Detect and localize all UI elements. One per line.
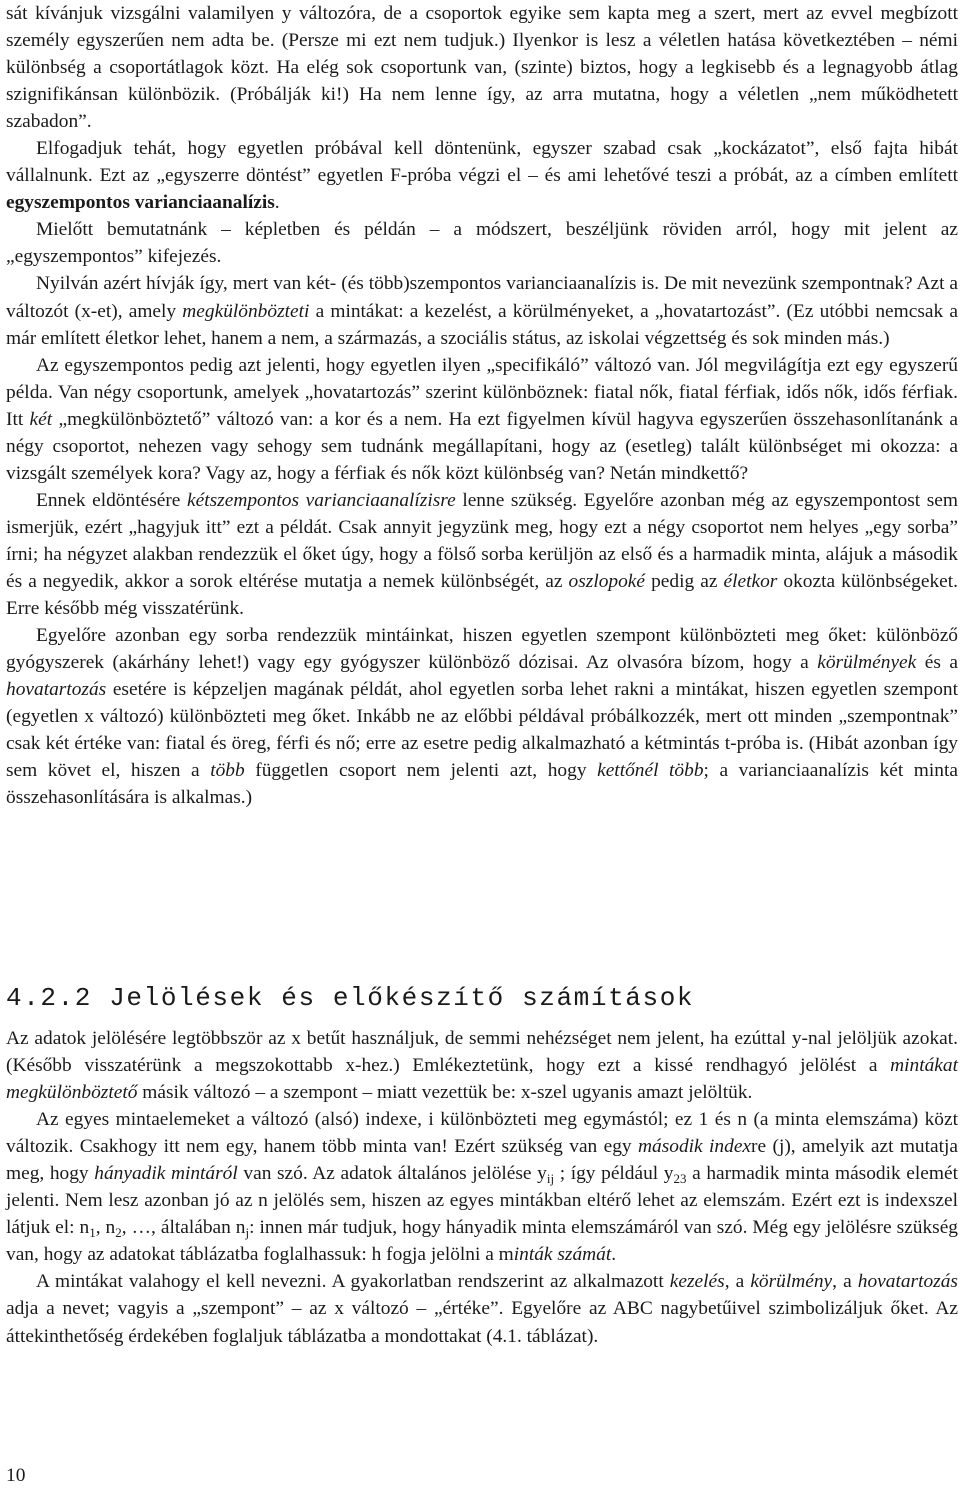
body-text-bottom [6, 1025, 958, 1350]
paragraph: Az egyszempontos pedig azt jelenti, hogy egyetlen ilyen „specifikáló” változó van. Jól megvilágítja ezt egy egyszerű példa. Van négy csoportunk, amelyek „hovatartozás” szerint különböznek: fiatal nők, fiatal férfiak, idős nők, idős férfiak. Itt két „megkülönböztető” változó van: a kor és a nem. Ha ezt figyelmen kívül hagyva egyszerűen összehasonlítanánk a négy csoportot, nehezen vagy sehogy sem tudnánk megállapítani, hogy az (esetleg) talált különbséget mi okozza: a vizsgált személyek kora? Vagy az, hogy a férfiak és nők közt különbség van? Netán mindkettő? [6, 354, 958, 484]
paragraph: A mintákat valahogy el kell nevezni. A gyakorlatban rendszerint az alkalmazott kezelés, a körülmény, a hovatartozás adja a nevet; vagyis a „szempont” ‒ az x változó ‒ „értéke”. Egyelőre az ABC nagybetűivel szimbolizáljuk őket. Az áttekinthetőség érdekében foglaljuk táblázatba a mondottakat (4.1. táblázat). [6, 1271, 958, 1347]
body-text-top [6, 0, 958, 811]
paragraph: Az egyes mintaelemeket a változó (alsó) indexe, i különbözteti meg egymástól; ez 1 és n (a minta elemszáma) közt változik. Csakhogy itt nem egy, hanem több minta van! Ezért szükség van egy második indexre (j), amelyik azt mutatja meg, hogy hányadik mintáról van szó. Az adatok általános jelölése $y_{ij}$ ; így például $y_{23}$ a harmadik minta második elemét jelenti. Nem lesz azonban jó az n jelölés sem, hiszen az egyes mintákban eltérő lehet az elemszám. Ezért ezt is indexszel látjuk el: $n_1$, $n_2$, …, általában $n_j$: innen már tudjuk, hogy hányadik minta elemszámáról van szó. Még egy jelölésre szükség van, hogy az adatokat táblázatba foglalhassuk: h fogja jelölni a minták számát. [6, 1109, 959, 1266]
paragraph: Nyilván azért hívják így, mert van két- (és több)szempontos varianciaanalízis is. De mit nevezünk szempontnak? Azt a változót (x-et), amely megkülönbözteti a mintákat: a kezelést, a körülményeket, a „hovatartozást”. (Ez utóbbi nemcsak a már említett életkor lehet, hanem a nem, a származás, a szociális státus, az iskolai végzettség és sok minden más.) [6, 273, 958, 349]
section-heading: 4.2.2 Jelölések és előkészítő számítások [6, 983, 695, 1013]
paragraph: Elfogadjuk tehát, hogy egyetlen próbával kell döntenünk, egyszer szabad csak „kockázatot”, első fajta hibát vállalnunk. Ezt az „egyszerre döntést” egyetlen F-próba végzi el ‒ és ami lehetővé teszi a próbát, az a címben említett egyszempontos varianciaanalízis. [6, 138, 958, 214]
paragraph: Mielőtt bemutatnánk ‒ képletben és példán ‒ a módszert, beszéljünk röviden arról, hogy mit jelent az „egyszempontos” kifejezés. [6, 219, 958, 268]
paragraph: Egyelőre azonban egy sorba rendezzük mintáinkat, hiszen egyetlen szempont különbözteti meg őket: különböző gyógyszerek (akárhány lehet!) vagy egy gyógyszer különböző dózisai. Az olvasóra bízom, hogy a körülmények és a hovatartozás esetére is képzeljen magának példát, ahol egyetlen sorba lehet rakni a mintákat, hiszen egyetlen szempont (egyetlen x változó) különbözteti meg őket. Inkább ne az előbbi példával próbálkozzék, mert ott minden „szempontnak” csak két értéke van: fiatal és öreg, férfi és nő; erre az esetre pedig alkalmazható a kétmintás t-próba is. (Hibát azonban így sem követ el, hiszen a több független csoport nem jelenti azt, hogy kettőnél több; a varianciaanalízis két minta összehasonlítására is alkalmas.) [6, 625, 958, 809]
paragraph: sát kívánjuk vizsgálni valamilyen y változóra, de a csoportok egyike sem kapta meg a szert, mert az evvel megbízott személy egyszerűen nem adta be. (Persze mi ezt nem tudjuk.) Ilyenkor is lesz a véletlen hatása következtében ‒ némi különbség a csoportátlagok közt. Ha elég sok csoportunk van, (szinte) biztos, hogy a legkisebb és a legnagyobb átlag szignifikánsan különbözik. (Próbálják ki!) Ha nem lenne így, az arra mutatna, hogy a véletlen „nem működhetett szabadon”. [6, 3, 958, 133]
paragraph: Ennek eldöntésére kétszempontos varianciaanalízisre lenne szükség. Egyelőre azonban még az egyszempontost sem ismerjük, ezért „hagyjuk itt” ezt a példát. Csak annyit jegyzünk meg, hogy ezt a négy csoportot nem helyes „egy sorba” írni; ha négyzet alakban rendezzük el őket úgy, hogy a fölső sorba kerüljön az első és a harmadik minta, alájuk a második és a negyedik, akkor a sorok eltérése mutatja a nemek különbségét, az oszlopoké pedig az életkor okozta különbségeket. Erre később még visszatérünk. [6, 489, 958, 620]
bold-term: egyszempontos varianciaanalízis [6, 192, 275, 214]
page-number: 10 [6, 1465, 26, 1486]
paragraph: Az adatok jelölésére legtöbbször az x betűt használjuk, de semmi nehézséget nem jelent, ha ezúttal y-nal jelöljük azokat. (Később visszatérünk a megszokottabb x-hez.) Emlékeztetünk, hogy ezt a kissé rendhagyó jelölést a mintákat megkülönböztető másik változó ‒ a szempont ‒ miatt vezettük be: x-szel ugyanis amazt jelöltük. [6, 1028, 958, 1104]
